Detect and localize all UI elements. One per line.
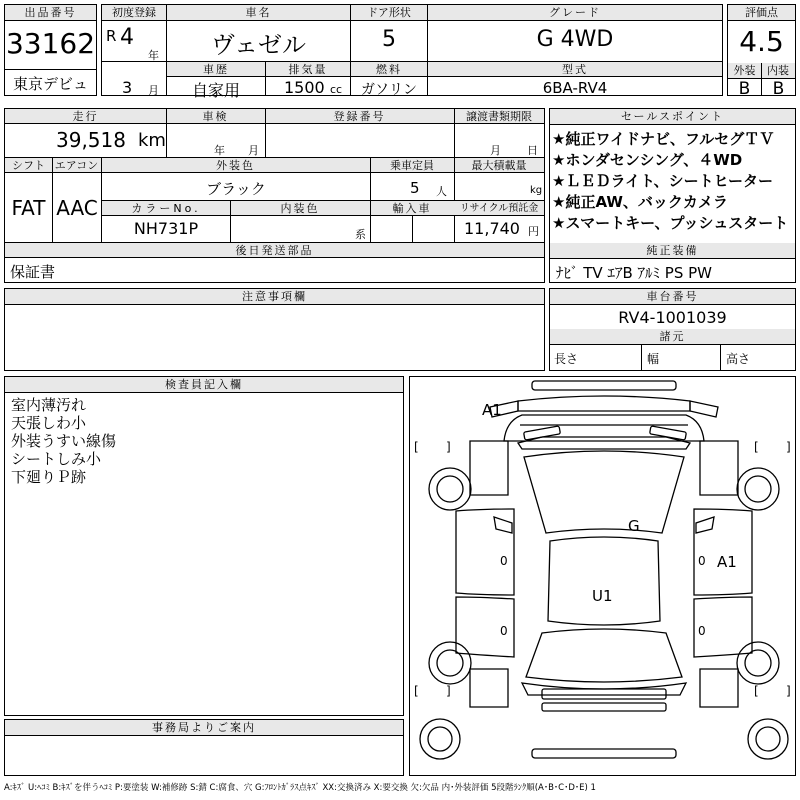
inspector-note: 外装うすい線傷 xyxy=(11,432,117,450)
bracket-mark: ] xyxy=(446,684,451,698)
sales-points-box xyxy=(549,108,796,283)
history-label: 車歴 xyxy=(167,62,265,77)
later-parts-label: 後日発送部品 xyxy=(5,243,544,258)
venue-name: 東京デビュ xyxy=(12,75,88,93)
bracket-mark: ] xyxy=(786,440,791,454)
notes-label: 注意事項欄 xyxy=(5,289,544,305)
inspector-note: 室内薄汚れ xyxy=(11,396,87,414)
inspection-label: 車検 xyxy=(166,109,266,124)
color-no-value: NH731P xyxy=(133,219,199,238)
car-diagram-box xyxy=(409,376,796,776)
recycle-label: リサイクル預託金 xyxy=(454,201,544,216)
interior-grade: B xyxy=(772,79,785,99)
length-label: 長さ xyxy=(554,352,579,366)
office-box xyxy=(4,719,404,776)
damage-mark: A1 xyxy=(482,401,502,419)
transfer-label: 譲渡書類期限 xyxy=(454,109,544,124)
inspector-notes xyxy=(11,396,116,486)
displacement-label: 排気量 xyxy=(266,62,350,77)
aircon-value: AAC xyxy=(56,196,98,220)
model-value: 6BA-RV4 xyxy=(542,79,608,97)
ext-color-value: ブラック xyxy=(206,180,266,198)
displacement-unit: cc xyxy=(330,83,343,96)
shift-value: FAT xyxy=(11,196,46,220)
chassis-label: 車台番号 xyxy=(550,289,795,305)
month-value: 3 xyxy=(122,78,133,97)
grade-label: グレード xyxy=(428,5,722,21)
zero-mark: 0 xyxy=(500,554,508,568)
exterior-label: 外装 xyxy=(728,63,762,79)
zero-mark: 0 xyxy=(698,624,706,638)
inspection-year-unit: 年 xyxy=(214,144,225,157)
bracket-mark: ] xyxy=(446,440,451,454)
first-registration-label: 初度登録 xyxy=(102,5,166,21)
fuel-cell xyxy=(350,61,428,96)
inspector-box xyxy=(4,376,404,716)
zero-mark: 0 xyxy=(698,554,706,568)
bracket-mark: [ xyxy=(414,684,419,698)
damage-mark: U1 xyxy=(592,587,613,605)
fuel-label: 燃料 xyxy=(351,62,427,77)
max-load-unit: kg xyxy=(530,185,543,196)
month-unit: 月 xyxy=(148,84,159,97)
model-label: 型式 xyxy=(428,62,722,77)
inspector-note: 下廻りＰ跡 xyxy=(11,468,87,486)
import-label: 輸入車 xyxy=(370,201,455,216)
year-unit: 年 xyxy=(148,49,159,62)
int-color-unit: 系 xyxy=(355,228,366,241)
history-cell xyxy=(166,61,266,100)
door-type-label: ドア形状 xyxy=(351,5,427,21)
car-name-label: 車名 xyxy=(167,5,350,21)
grade-cell xyxy=(427,4,723,62)
capacity-label: 乗車定員 xyxy=(370,158,455,173)
score-value: 4.5 xyxy=(739,25,784,58)
registration-label: 登録番号 xyxy=(265,109,455,124)
mileage-value: 39,518 xyxy=(56,128,126,152)
score-cell xyxy=(727,4,796,99)
car-diagram xyxy=(410,377,795,775)
inspector-label: 検査員記入欄 xyxy=(5,377,403,393)
max-load-label: 最大積載量 xyxy=(454,158,544,173)
inspector-note: シートしみ小 xyxy=(11,450,102,468)
era-code: R xyxy=(106,27,117,45)
sales-point-item: ★ＬＥＤライト、シートヒーター xyxy=(552,172,774,190)
sales-point-item: ★スマートキー、プッシュスタート xyxy=(552,214,789,232)
displacement-value: 1500 xyxy=(284,78,325,97)
sales-point-item: ★ホンダセンシング、４WD xyxy=(552,151,743,169)
chassis-value: RV4-1001039 xyxy=(618,308,727,327)
capacity-value: 5 xyxy=(410,179,420,197)
first-registration-cell xyxy=(101,4,167,62)
bracket-mark: [ xyxy=(754,440,759,454)
sales-points-label: セールスポイント xyxy=(550,109,795,125)
score-label: 評価点 xyxy=(728,5,795,21)
chassis-box xyxy=(549,288,796,371)
car-name-cell xyxy=(166,4,351,62)
recycle-value: 11,740 xyxy=(464,219,520,238)
ext-color-label: 外装色 xyxy=(101,158,371,173)
transfer-day-unit: 日 xyxy=(527,144,538,157)
sales-point-item: ★純正AW、バックカメラ xyxy=(552,193,728,211)
int-color-label: 内装色 xyxy=(230,201,371,216)
damage-mark: A1 xyxy=(717,553,737,571)
door-type-value: 5 xyxy=(382,27,396,52)
damage-mark: G xyxy=(628,517,640,535)
history-value: 自家用 xyxy=(191,81,240,100)
legend-text: A:ｷｽﾞ U:ﾍｺﾐ B:ｷｽﾞを伴うﾍｺﾐ P:要塗装 W:補修跡 S:錆 C:腐食、穴 G:ﾌﾛﾝﾄｶﾞﾗｽ点ｷｽﾞ XX:交換済み X:要交換 欠:欠品 内･外装評価 5段階ﾗﾝｸ順(A･B･C･D･E) 1 xyxy=(4,783,596,793)
lot-number-cell xyxy=(4,4,97,96)
year-value: 4 xyxy=(120,25,134,50)
lot-number-value: 33162 xyxy=(5,27,96,60)
equipment-label: 純正装備 xyxy=(550,243,795,259)
recycle-unit: 円 xyxy=(528,225,539,238)
month-cell xyxy=(101,61,167,96)
equipment-value: ﾅﾋﾞ TV ｴｱB ｱﾙﾐ PS PW xyxy=(556,264,712,282)
color-no-label: カラーNo. xyxy=(102,201,231,216)
height-label: 高さ xyxy=(726,352,751,366)
office-label: 事務局よりご案内 xyxy=(5,720,403,736)
lot-number-label: 出品番号 xyxy=(5,5,96,21)
model-cell xyxy=(427,61,723,96)
aircon-label: エアコン xyxy=(52,158,102,173)
sales-points-list xyxy=(552,129,795,234)
grade-value: G 4WD xyxy=(536,27,614,52)
inspector-note: 天張しわ小 xyxy=(11,414,87,432)
bracket-mark: [ xyxy=(754,684,759,698)
bracket-mark: ] xyxy=(786,684,791,698)
car-name-value: ヴェゼル xyxy=(210,31,307,59)
fuel-value: ガソリン xyxy=(361,82,417,98)
mileage-label: 走行 xyxy=(5,109,167,124)
zero-mark: 0 xyxy=(500,624,508,638)
exterior-grade: B xyxy=(738,79,751,99)
shift-label: シフト xyxy=(5,158,53,173)
interior-label: 内装 xyxy=(761,63,795,79)
door-type-cell xyxy=(350,4,428,62)
sales-point-item: ★純正ワイドナビ、フルセグＴＶ xyxy=(552,130,775,148)
notes-box xyxy=(4,288,545,371)
specs-label: 諸元 xyxy=(550,329,795,345)
transfer-month-unit: 月 xyxy=(490,144,501,157)
later-parts-value: 保証書 xyxy=(10,263,56,281)
displacement-cell xyxy=(265,61,351,96)
mileage-unit: km xyxy=(138,130,166,151)
width-label: 幅 xyxy=(647,352,660,366)
inspection-month-unit: 月 xyxy=(248,144,259,157)
bracket-mark: [ xyxy=(414,440,419,454)
capacity-unit: 人 xyxy=(436,185,447,198)
